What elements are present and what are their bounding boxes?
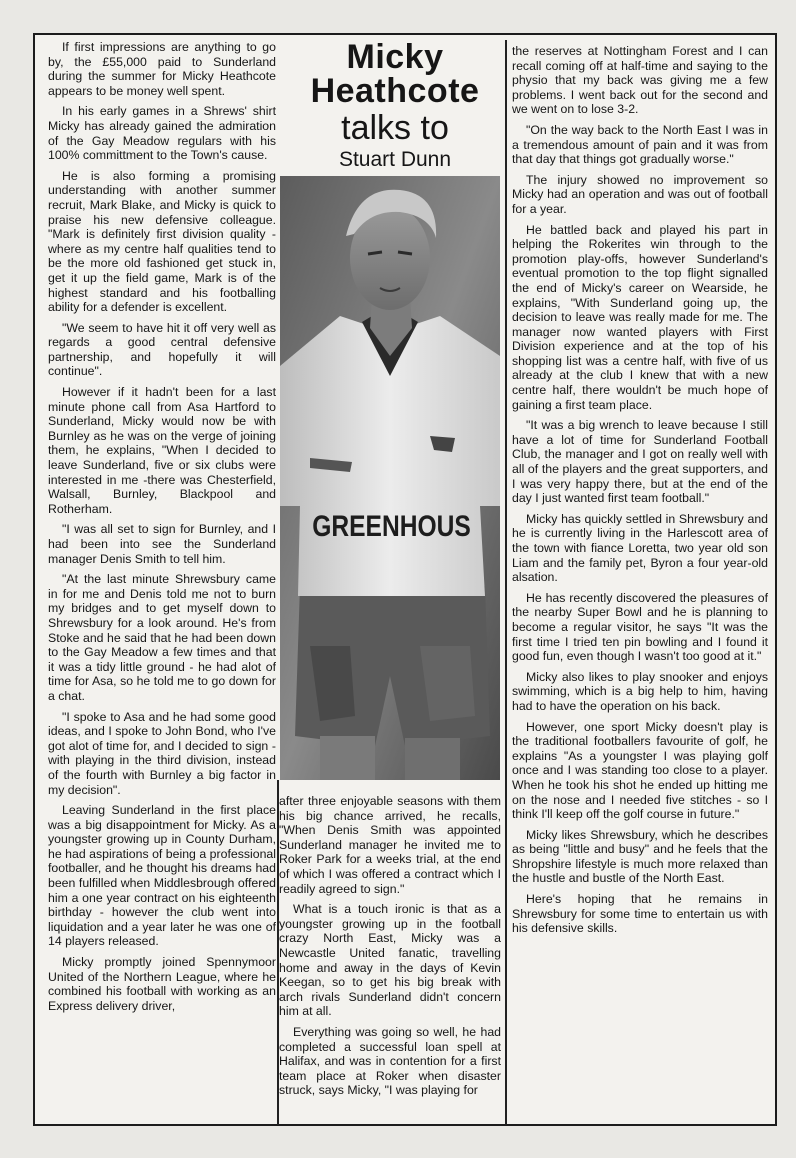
paragraph: Leaving Sunderland in the first place was a big disappointment for Micky. As a youngster growing up in County Durham, he had aspirations of being a professional footballer, and he thought his dreams had been fulfilled when Middlesbrough offered him a one year contract on his eighteenth birthday - however the club went into liquidation and a year later he was one of 14 players released. (48, 803, 276, 949)
paragraph: "On the way back to the North East I was in a tremendous amount of pain and it was from that day that things got gradually worse." (512, 122, 768, 167)
paragraph: Micky has quickly settled in Shrewsbury and he is currently living in the Harlescott area of the town with fiance Loretta, two year old son Liam and the family pet, Byron a four year-old alsation. (512, 511, 768, 585)
column-rule-right (505, 40, 507, 1125)
paragraph: However, one sport Micky doesn't play is the traditional footballers favourite of golf, he explains "As a youngster I was playing golf once and I was standing too close to a player. When he took his shot he ended up hitting me on the nose and I needed five stitches - so I think I'll keep off the golf course in future." (512, 719, 768, 822)
paragraph: "I was all set to sign for Burnley, and I had been into see the Sunderland manager Denis Smith to tell him. (48, 522, 276, 566)
paragraph: He has recently discovered the pleasures of the nearby Super Bowl and he is planning to become a regular visitor, he says "It was the first time I tried ten pin bowling and I found it good fun, even though I wasn't too good at it." (512, 590, 768, 664)
paragraph: Micky likes Shrewsbury, which he describes as being "little and busy" and he feels that the Shropshire lifestyle is much more relaxed than the hustle and bustle of the North East. (512, 827, 768, 886)
headline (282, 40, 508, 172)
paragraph: after three enjoyable seasons with them his big chance arrived, he recalls, "When Denis Smith was appointed Sunderland manager he invited me to Roker Park for a weeks trial, at the end of which I was offered a contract which I readily agreed to sign." (279, 794, 501, 896)
paragraph: If first impressions are anything to go by, the £55,000 paid to Sunderland during the summer for Micky Heathcote appears to be money well spent. (48, 40, 276, 98)
headline-author: Stuart Dunn (338, 148, 452, 171)
paragraph: Micky promptly joined Spennymoor United of the Northern League, where he combined his football with working as an Express delivery driver, (48, 955, 276, 1013)
paragraph: Micky also likes to play snooker and enjoys swimming, which is a big help to him, having had to have the operation on his back. (512, 669, 768, 713)
right-column (512, 44, 768, 1126)
paragraph: In his early games in a Shrews' shirt Micky has already gained the admiration of the Gay Meadow regulars with his 100% committment to the Town's cause. (48, 104, 276, 163)
paragraph: "I spoke to Asa and he had some good ideas, and I spoke to John Bond, who I've got alot of time for, and I decided to sign - with playing in the third division, instead of the fourth with Burnley a big factor in my decision". (48, 709, 276, 797)
paragraph: However if it hadn't been for a last minute phone call from Asa Hartford to Sunderland, Micky would now be with Burnley as he was on the verge of joining them, he explains, "When I decided to leave Sunderland, five or six clubs were interested in me -there was Chesterfield, Walsall, Burnley, Blackpool and Rotherham. (48, 385, 276, 516)
left-column (48, 40, 276, 1125)
paragraph: Everything was going so well, he had completed a successful loan spell at Halifax, and was in contention for a first team place at Roker when disaster struck, says Micky, "I was playing for (279, 1024, 501, 1098)
headline-name-line2: Heathcote (310, 72, 480, 110)
player-photo (280, 176, 500, 780)
shirt-sponsor-text: GREENHOUS (312, 508, 471, 543)
paragraph: The injury showed no improvement so Micky had an operation and was out of football for a year. (512, 172, 768, 216)
paragraph: the reserves at Nottingham Forest and I can recall coming off at half-time and saying to the physio that my back was giving me a few problems. I went back out for the second and we went on to lose 3-2. (512, 44, 768, 117)
paragraph: Here's hoping that he remains in Shrewsbury for some time to entertain us with his defensive skills. (512, 892, 768, 936)
paragraph: He battled back and played his part in helping the Rokerites win through to the promotion play-offs, however Sunderland's eventual promotion to the top flight signalled the end of Micky's career on Wearside, he explains, "With Sunderland going up, the decision to leave was really made for me. The manager now wanted players with First Division experience and at the top of his shopping list was a centre half, with five of us already at the club I knew that with a new centre half, there wouldn't be much hope of gaining a first team place. (512, 222, 768, 412)
middle-column (279, 794, 501, 1124)
paragraph: He is also forming a promising understanding with another summer recruit, Mark Blake, and Micky is quick to praise his new defensive colleague. "Mark is definitely first division quality - where as my centre half qualities tend to be the more old fashioned get stuck in, get it up the field game, Mark is of the highest standard and his footballing ability for a defender is excellent. (48, 168, 276, 315)
paragraph: What is a touch ironic is that as a youngster growing up in the football crazy North East, Micky was a Newcastle United fanatic, travelling home and away in the days of Kevin Keegan, so to get his big break with arch rivals Sunderland didn't concern him at all. (279, 902, 501, 1019)
paragraph: "We seem to have hit it off very well as regards a good central defensive partnership, and hopefully it will continue". (48, 320, 276, 379)
paragraph: "It was a big wrench to leave because I still have a lot of time for Sunderland Football Club, the manager and I got on really well with all of the players and the great supporters, and I was very happy there, but at the end of the day I just wanted first team football." (512, 418, 768, 506)
headline-name-line1: Micky (346, 38, 444, 76)
headline-talks-to: talks to (341, 109, 449, 147)
player-photo-illustration (280, 176, 500, 780)
paragraph: "At the last minute Shrewsbury came in for me and Denis told me not to burn my bridges and to get myself down to Shrewsbury for a look around. He's from Stoke and he said that he had been down to the Gay Meadow a few times and that it was a tidy little ground - he had alot of time for Asa, so he told me to go down for a chat. (48, 572, 276, 703)
